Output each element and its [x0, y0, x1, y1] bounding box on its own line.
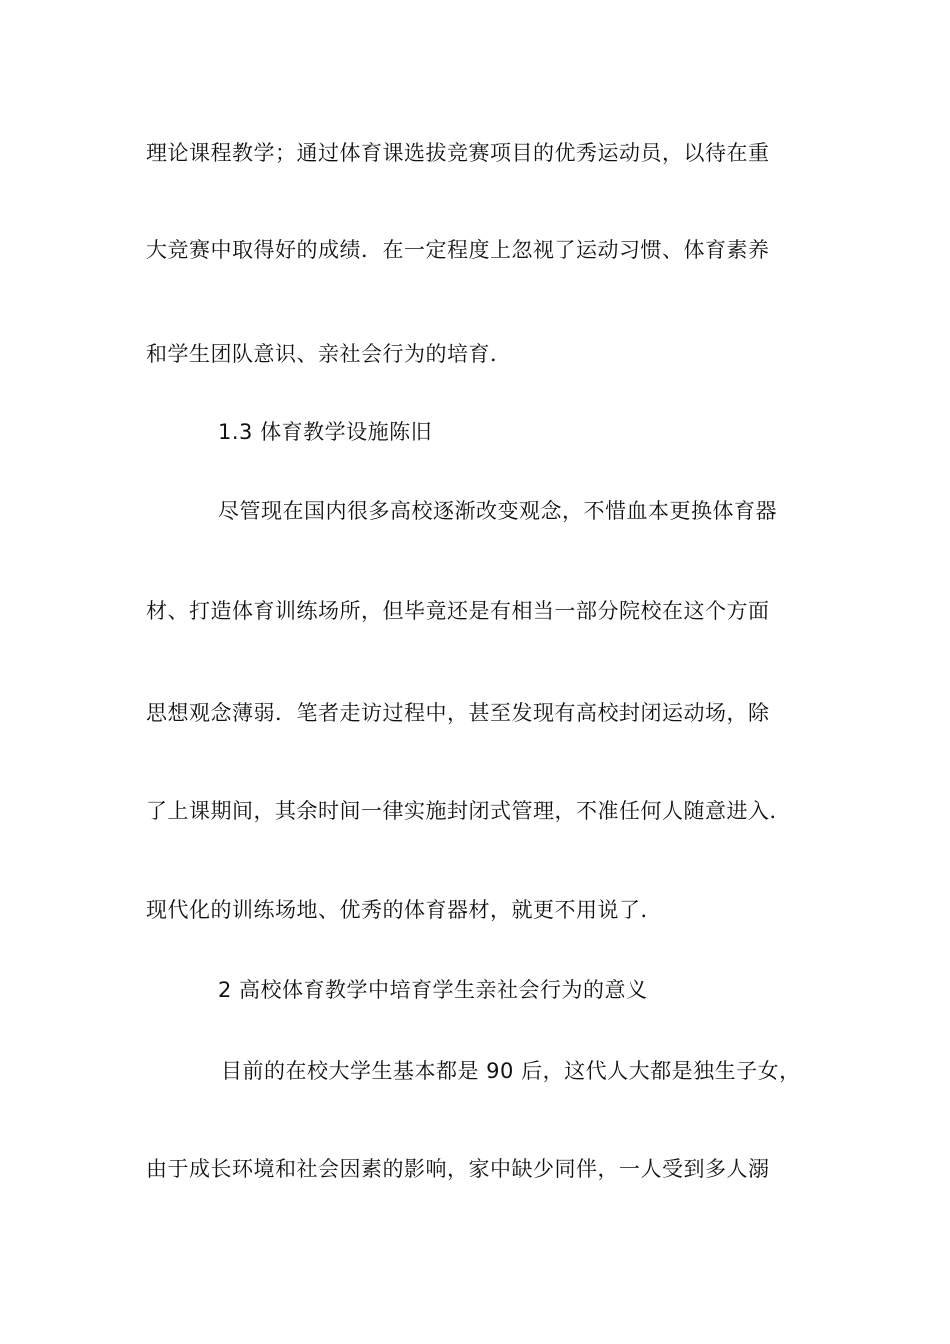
paragraph-line-7: 了上课期间，其余时间一律实施封闭式管理，不准任何人随意进入． — [146, 799, 791, 823]
paragraph-line-4: 尽管现在国内很多高校逐渐改变观念，不惜血本更换体育器 — [218, 499, 777, 523]
paragraph-line-5: 材、打造体育训练场所，但毕竟还是有相当一部分院校在这个方面 — [146, 599, 770, 623]
paragraph-line-9: 目前的在校大学生基本都是 90 后，这代人大都是独生子女， — [221, 1059, 801, 1083]
paragraph-line-1: 理论课程教学；通过体育课选拔竞赛项目的优秀运动员，以待在重 — [146, 141, 770, 165]
paragraph-line-2: 大竞赛中取得好的成绩．在一定程度上忽视了运动习惯、体育素养 — [146, 238, 770, 262]
section-heading-1-3: 1.3 体育教学设施陈旧 — [218, 420, 433, 444]
section-heading-2: 2 高校体育教学中培育学生亲社会行为的意义 — [218, 978, 648, 1002]
paragraph-line-8: 现代化的训练场地、优秀的体育器材，就更不用说了． — [146, 898, 662, 922]
paragraph-line-3: 和学生团队意识、亲社会行为的培育． — [146, 342, 512, 366]
paragraph-line-6: 思想观念薄弱．笔者走访过程中，甚至发现有高校封闭运动场，除 — [146, 701, 770, 725]
paragraph-line-10: 由于成长环境和社会因素的影响，家中缺少同伴，一人受到多人溺 — [146, 1157, 770, 1181]
